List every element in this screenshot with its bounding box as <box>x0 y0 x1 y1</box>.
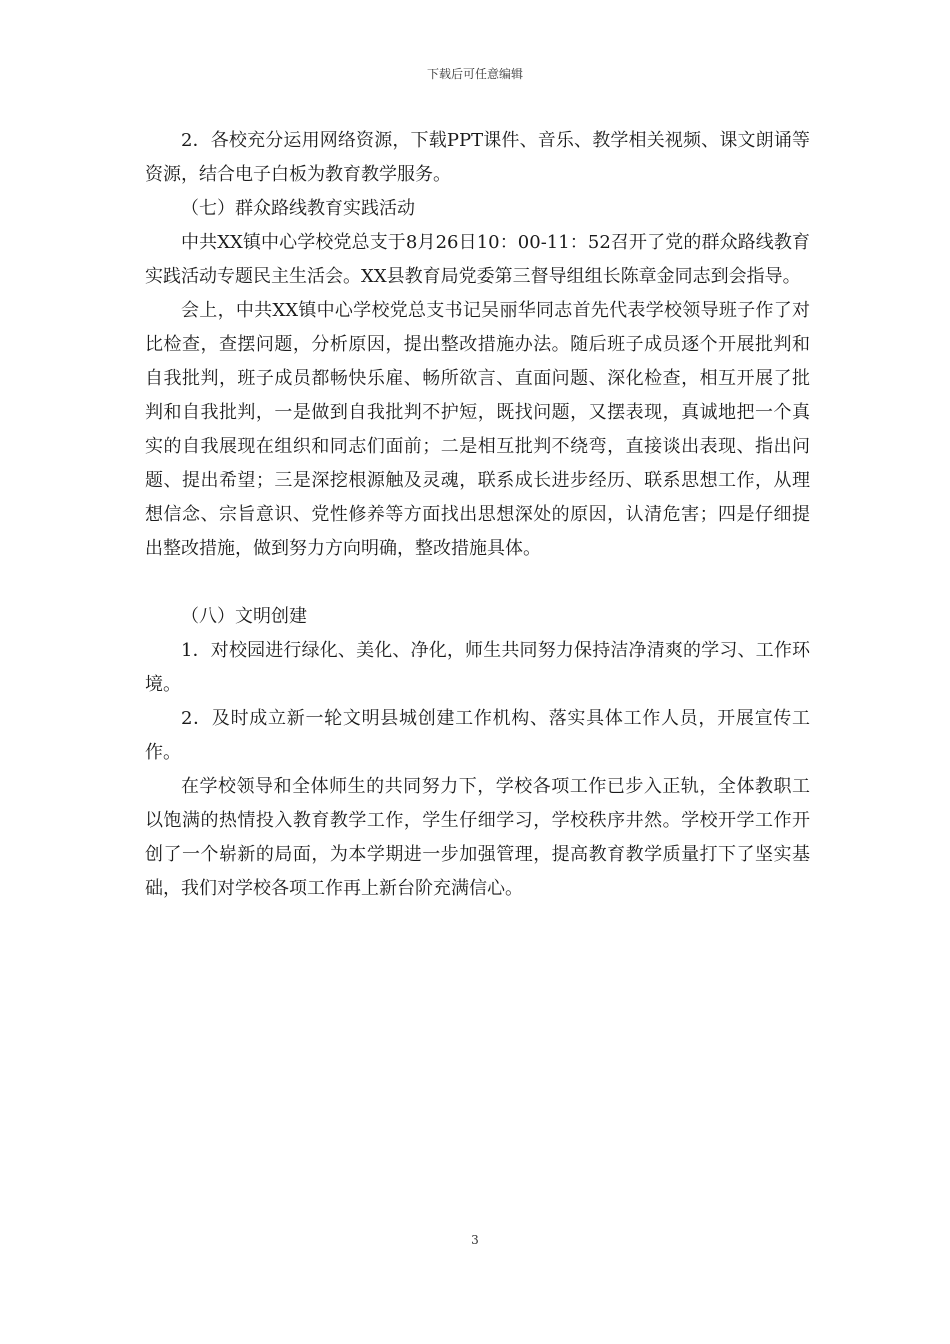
paragraph-resources: 2．各校充分运用网络资源，下载PPT课件、音乐、教学相关视频、课文朗诵等资源，结合电子白板为教育教学服务。 <box>145 130 810 185</box>
paragraph-civilization-creation: 2．及时成立新一轮文明县城创建工作机构、落实具体工作人员，开展宣传工作。 <box>145 708 810 763</box>
paragraph-meeting: 中共XX镇中心学校党总支于8月26日10：00-11：52召开了党的群众路线教育实践活动专题民主生活会。XX县教育局党委第三督导组组长陈章金同志到会指导。 <box>145 232 810 287</box>
section-heading-seven: （七）群众路线教育实践活动 <box>181 198 415 219</box>
page-header: 下载后可任意编辑 <box>426 67 523 81</box>
document-body <box>145 124 810 906</box>
paragraph-conclusion: 在学校领导和全体师生的共同努力下，学校各项工作已步入正轨，全体教职工以饱满的热情投入教育教学工作，学生仔细学习，学校秩序井然。学校开学工作开创了一个崭新的局面，为本学期进一步加强管理，提高教育教学质量打下了坚实基础，我们对学校各项工作再上新台阶充满信心。 <box>145 776 810 899</box>
section-heading-eight: （八）文明创建 <box>181 606 307 627</box>
paragraph-self-criticism: 会上，中共XX镇中心学校党总支书记吴丽华同志首先代表学校领导班子作了对比检查，查摆问题，分析原因，提出整改措施办法。随后班子成员逐个开展批判和自我批判，班子成员都畅快乐雇、畅所欲言、直面问题、深化检查，相互开展了批判和自我批判，一是做到自我批判不护短，既找问题，又摆表现，真诚地把一个真实的自我展现在组织和同志们面前；二是相互批判不绕弯，直接谈出表现、指出问题、提出希望；三是深挖根源触及灵魂，联系成长进步经历、联系思想工作，从理想信念、宗旨意识、党性修养等方面找出思想深处的原因，认清危害；四是仔细提出整改措施，做到努力方向明确，整改措施具体。 <box>145 300 810 559</box>
paragraph-campus-greening: 1．对校园进行绿化、美化、净化，师生共同努力保持洁净清爽的学习、工作环境。 <box>145 640 810 695</box>
page-number: 3 <box>471 1233 479 1247</box>
